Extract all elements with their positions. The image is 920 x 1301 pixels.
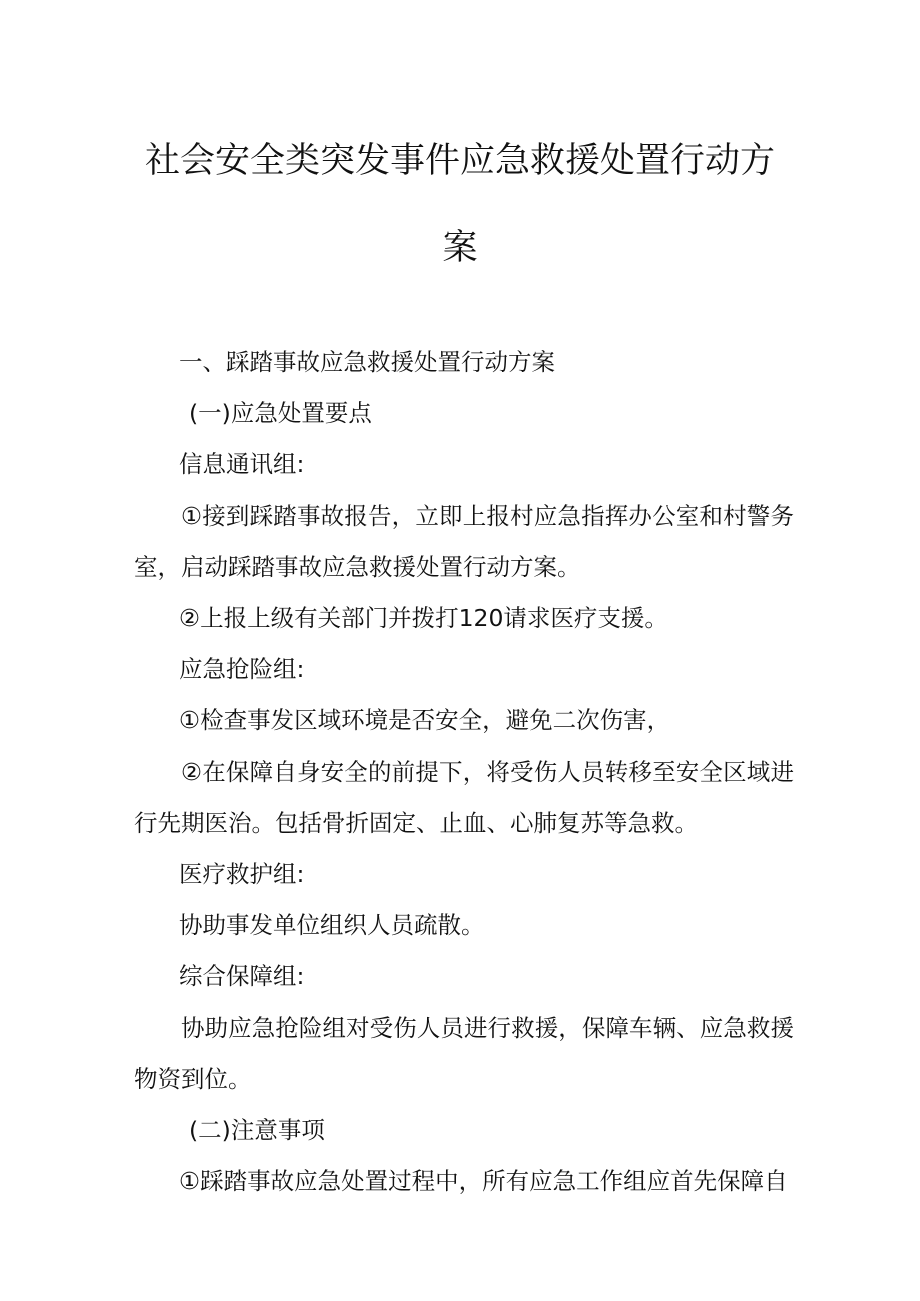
paragraph-support-1: 协助应急抢险组对受伤人员进行救援，保障车辆、应急救援物资到位。	[134, 1013, 794, 1093]
group-heading-rescue: 应急抢险组:	[179, 655, 305, 684]
group-heading-support: 综合保障组:	[179, 962, 305, 991]
paragraph-communication-2: ②上报上级有关部门并拨打120请求医疗支援。	[179, 604, 668, 633]
document-body	[134, 337, 794, 1207]
subsection-heading-2: (二)注意事项	[189, 1116, 325, 1145]
paragraph-rescue-1: ①检查事发区域环境是否安全，避免二次伤害，	[179, 706, 671, 735]
subsection-heading-1: (一)应急处置要点	[189, 399, 372, 428]
paragraph-communication-1: ①接到踩踏事故报告，立即上报村应急指挥办公室和村警务室，启动踩踏事故应急救援处置行动方案。	[134, 501, 794, 581]
document-title-line-2: 案	[442, 228, 478, 268]
group-heading-medical: 医疗救护组:	[179, 860, 305, 889]
paragraph-rescue-2: ②在保障自身安全的前提下，将受伤人员转移至安全区域进行先期医治。包括骨折固定、止血、心肺复苏等急救。	[134, 757, 794, 837]
paragraph-medical-1: 协助事发单位组织人员疏散。	[179, 911, 485, 940]
section-heading-1: 一、踩踏事故应急救援处置行动方案	[179, 348, 555, 376]
paragraph-notes-1: ①踩踏事故应急处置过程中，所有应急工作组应首先保障自	[179, 1167, 788, 1196]
group-heading-communication: 信息通讯组:	[179, 450, 305, 479]
document-title-line-1: 社会安全类突发事件应急救援处置行动方	[144, 141, 775, 181]
